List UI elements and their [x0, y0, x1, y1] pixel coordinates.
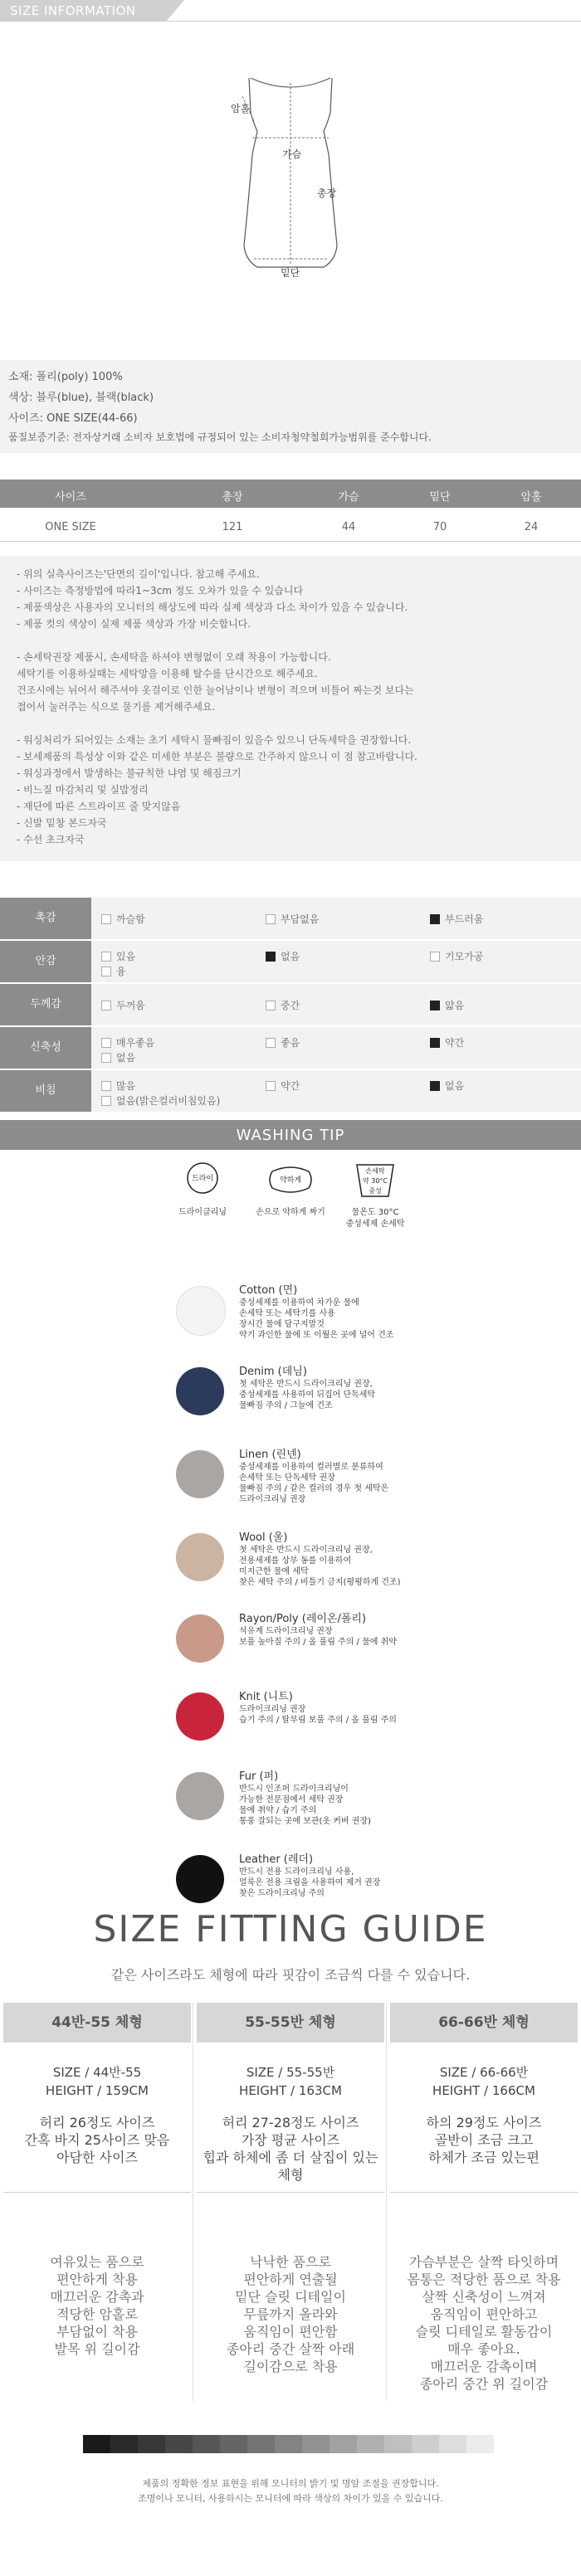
- size-fitting-fit-line: 매끄러운 감촉과: [50, 2289, 144, 2305]
- fit-row-label: [0, 984, 91, 1025]
- grayscale-swatch: [330, 2435, 357, 2453]
- fit-row-options: [91, 1027, 581, 1069]
- fabric-swatch: [176, 1450, 224, 1498]
- fit-option-label: 매우좋음: [116, 1037, 155, 1049]
- disclaimer-line-2: 조명이나 모니터, 사용하시는 모니터에 따라 색상의 차이가 있을 수 있습니다.: [138, 2493, 443, 2504]
- fit-option-label: 두꺼움: [116, 1000, 145, 1011]
- fabric-desc-line: 첫 세탁은 반드시 드라이크리닝 권장,: [239, 1546, 373, 1555]
- hand-wash-label-2: 중성세제 손세탁: [345, 1220, 405, 1229]
- size-table-head-armhole: 암홀: [520, 491, 542, 504]
- checkbox: [266, 1001, 276, 1010]
- grayscale-swatch: [247, 2435, 275, 2453]
- fabric-desc-line: 찾은 세탁 주의 / 비틀기 금지(평평하게 건조): [239, 1578, 401, 1587]
- fabric-desc-line: 장시간 물에 담구지말것: [239, 1320, 325, 1329]
- fabric-desc-line: 얼룩은 전용 크림을 사용하여 제거 권장: [239, 1878, 381, 1887]
- size-fitting-column-head: 66-66반 체형: [390, 2003, 578, 2043]
- fabric-title: Wool (울): [239, 1531, 288, 1544]
- size-fitting-fit-line: 여유있는 품으로: [50, 2254, 144, 2270]
- size-table-head-size: 사이즈: [55, 491, 86, 504]
- grayscale-swatch: [83, 2435, 110, 2453]
- checkbox-checked: [430, 1038, 440, 1048]
- fit-row-label: [0, 1070, 91, 1112]
- size-table-head-length: 총장: [222, 491, 243, 504]
- note-line: - 수선 초크자국: [17, 834, 85, 845]
- note-line: - 위의 실측사이즈는'단면의 길이'입니다. 참고해 주세요.: [17, 568, 260, 580]
- fabric-desc-line: 물빠짐 주의 / 같은 컬러의 경우 첫 세탁은: [239, 1484, 389, 1493]
- fit-row-label-text: 비침: [35, 1084, 56, 1097]
- fabric-desc-line: 미지근한 물에 세탁: [239, 1567, 309, 1576]
- header-tab-slant: [166, 0, 184, 22]
- note-line: - 재단에 따른 스트라이프 줄 맞지않음: [17, 801, 181, 812]
- size-fitting-fit-line: 종아리 중간 살짝 아래: [226, 2341, 355, 2357]
- fit-row-options: [91, 984, 581, 1025]
- fabric-desc-line: 손세탁 또는 세탁기를 사용: [239, 1309, 335, 1318]
- diagram-label-length: 총장: [317, 187, 337, 199]
- size-fitting-desc-line: 하체가 조금 있는편: [428, 2150, 540, 2165]
- fabric-swatch: [176, 1772, 224, 1820]
- size-fitting-fit-line: 가슴부분은 살짝 타잇하며: [408, 2254, 559, 2270]
- note-line: - 보세제품의 특성상 이와 같은 미세한 부분은 불량으로 간주하지 않으니 이 점 참고바랍니다.: [17, 751, 417, 762]
- size-fitting-desc-line: 허리 26정도 사이즈: [39, 2115, 155, 2130]
- fabric-desc-line: 보풀 높아질 주의 / 올 풀림 주의 / 물에 취약: [239, 1638, 397, 1647]
- note-line: - 비느질 마감처리 및 실밥정리: [17, 784, 149, 796]
- fabric-desc-line: 반드시 인조퍼 드라이크리닝이: [239, 1785, 349, 1794]
- size-fitting-height: HEIGHT / 159CM: [46, 2083, 149, 2098]
- wring-icon-text: 약하게: [279, 1176, 302, 1185]
- fit-row-label: [0, 941, 91, 982]
- size-table-divider: [0, 541, 581, 542]
- fabric-title: Leather (레더): [239, 1853, 314, 1866]
- note-line: - 워싱처리가 되어있는 소재는 초기 세탁시 물빠짐이 있을수 있으니 단독세탁을 권장합니다.: [17, 734, 412, 746]
- grayscale-swatch: [466, 2435, 494, 2453]
- fabric-desc-line: 전용세제를 상부 동를 이용하여: [239, 1556, 352, 1566]
- grayscale-swatch: [220, 2435, 247, 2453]
- size-fitting-column-head: 44반-55 체형: [3, 2003, 191, 2043]
- checkbox-checked: [430, 914, 440, 924]
- checkbox: [101, 1038, 111, 1048]
- note-line: - 손세탁권장 제품시, 손세탁을 하셔야 변형없이 오래 착용이 가능합니다.: [17, 651, 331, 663]
- fit-option-label: 기모가공: [445, 951, 484, 962]
- fabric-title: Cotton (면): [239, 1284, 298, 1297]
- checkbox: [101, 967, 111, 976]
- fabric-desc-line: 물빠짐 주의 / 그늘에 건조: [239, 1401, 333, 1410]
- page-title: SIZE INFORMATION: [10, 3, 136, 18]
- fit-row-label: [0, 898, 91, 939]
- size-fitting-desc-line: 골반이 조금 크고: [434, 2132, 534, 2148]
- note-line: - 제품색상은 사용자의 모니터의 해상도에 따라 실제 색상과 다소 차이가 있을 수 있습니다.: [17, 601, 408, 613]
- fit-row-label-text: 촉감: [35, 912, 56, 924]
- fit-option-label: 중간: [281, 1000, 300, 1011]
- note-line: 세탁기를 이용하실때는 세탁망을 이용해 탈수를 단시간으로 해주세요.: [17, 668, 318, 679]
- size-fitting-desc-line: 간혹 바지 25사이즈 맞음: [24, 2132, 170, 2148]
- size-fitting-size: SIZE / 55-55반: [246, 2065, 335, 2080]
- grayscale-swatch: [412, 2435, 439, 2453]
- fit-row-label-text: 안감: [35, 955, 56, 967]
- disclaimer-line-1: 제품의 정확한 정보 표현을 위해 모니터의 밝기 및 명암 조절을 권장합니다.: [142, 2478, 439, 2489]
- size-fitting-fit-line: 슬릿 디테일로 활동감이: [415, 2324, 553, 2340]
- spec-color: 색상: 블루(blue), 블랙(black): [8, 392, 154, 404]
- checkbox: [101, 1096, 111, 1106]
- fit-option-label: 부담없음: [281, 913, 320, 925]
- washing-tip-title: WASHING TIP: [236, 1127, 345, 1144]
- note-line: 건조시에는 뉘어서 해주셔야 옷걸이로 인한 늘어남이나 변형이 적으며 비틀어 짜는것 보다는: [17, 684, 414, 696]
- note-line: - 워싱과정에서 발생하는 불규칙한 냐염 및 해짐크기: [17, 767, 242, 779]
- dry-clean-icon-text: 드라이: [191, 1175, 214, 1183]
- fit-option-extra-label: 없음(밝은컬러비침있음): [116, 1095, 221, 1107]
- fabric-desc-line: 중성세제를 이용하여 차가운 물에: [239, 1298, 359, 1307]
- note-line: 접어서 눌러주는 식으로 물기를 제거해주세요.: [17, 701, 216, 713]
- header-divider: [0, 21, 581, 22]
- grayscale-swatch: [165, 2435, 193, 2453]
- fit-option-extra-label: 융: [116, 966, 126, 977]
- fit-option-label: 얇음: [445, 1000, 465, 1011]
- fabric-desc-line: 중성세제를 이용하여 컬러별로 분류하여: [239, 1463, 383, 1472]
- fit-row-label: [0, 1027, 91, 1069]
- size-table-cell-length: 121: [222, 521, 243, 533]
- checkbox: [101, 1053, 111, 1063]
- size-fitting-fit-line: 움직임이 편안함: [243, 2324, 338, 2340]
- fit-option-label: 없음: [281, 951, 300, 962]
- checkbox-checked: [430, 1001, 440, 1010]
- hand-wash-icon-text: 손세탁: [365, 1167, 385, 1175]
- checkbox: [101, 1081, 111, 1091]
- size-fitting-size: SIZE / 66-66반: [439, 2065, 529, 2080]
- size-fitting-fit-line: 길이감으로 착용: [243, 2359, 338, 2374]
- size-table-head-chest: 가슴: [338, 491, 359, 504]
- fabric-desc-line: 손세탁 또는 단독세탁 권장: [239, 1473, 335, 1483]
- size-fitting-fit-line: 살짝 신축성이 느껴져: [422, 2289, 546, 2305]
- grayscale-swatch: [302, 2435, 330, 2453]
- size-table-cell-hem: 70: [432, 521, 447, 533]
- size-fitting-divider: [197, 2192, 384, 2193]
- wring-label: 손으로 약하게 짜기: [256, 1208, 325, 1217]
- fabric-title: Knit (니트): [239, 1691, 293, 1703]
- checkbox: [266, 914, 276, 924]
- checkbox: [101, 914, 111, 924]
- size-fitting-column-head: 55-55반 체형: [197, 2003, 384, 2043]
- grayscale-swatch: [275, 2435, 302, 2453]
- size-fitting-desc-line: 하의 29정도 사이즈: [426, 2115, 542, 2130]
- size-fitting-fit-line: 편안하게 착용: [56, 2272, 138, 2287]
- size-fitting-desc-line: 힙과 하체에 좀 더 살집이 있는: [203, 2150, 378, 2165]
- note-line: - 신발 밑창 본드자국: [17, 817, 107, 829]
- checkbox: [266, 1081, 276, 1091]
- size-fitting-divider: [3, 2192, 191, 2193]
- size-fitting-fit-line: 편안하게 연출될: [243, 2272, 338, 2287]
- fit-option-extra-label: 없음: [116, 1052, 136, 1064]
- fabric-desc-line: 가능한 전문점에서 세탁 권장: [239, 1795, 344, 1804]
- size-fitting-fit-line: 움직임이 편안하고: [430, 2306, 538, 2322]
- fit-row-label-text: 신축성: [30, 1041, 61, 1054]
- fabric-desc-line: 통풍 잘되는 곳에 보관(옷 커버 권장): [239, 1817, 371, 1826]
- size-fitting-divider: [390, 2192, 578, 2193]
- size-fitting-fit-line: 매우 좋아요.: [447, 2341, 520, 2357]
- hand-wash-icon-temp: 약 30°C: [362, 1177, 388, 1185]
- fit-option-label: 부드러움: [445, 913, 484, 925]
- fabric-title: Linen (린넨): [239, 1449, 301, 1461]
- fabric-desc-line: 물에 취약 / 습기 주의: [239, 1806, 317, 1815]
- checkbox: [101, 1001, 111, 1010]
- size-fitting-desc-line: 가장 평균 사이즈: [241, 2132, 340, 2148]
- fabric-title: Denim (데님): [239, 1366, 307, 1378]
- spec-size: 사이즈: ONE SIZE(44-66): [8, 412, 138, 425]
- fabric-title: Fur (퍼): [239, 1770, 279, 1783]
- spec-material: 소재: 폴리(poly) 100%: [8, 371, 123, 383]
- fabric-desc-line: 반드시 전용 드라이크리닝 사용,: [239, 1867, 354, 1877]
- size-fitting-height: HEIGHT / 166CM: [432, 2083, 535, 2098]
- fit-row-label-text: 두께감: [30, 998, 61, 1010]
- size-fitting-fit-line: 낙낙한 품으로: [250, 2254, 331, 2270]
- size-fitting-desc-line: 아담한 사이즈: [56, 2150, 138, 2165]
- size-fitting-fit-line: 밑단 슬릿 디테일이: [235, 2289, 346, 2305]
- dry-clean-label: 드라이클리닝: [178, 1208, 227, 1217]
- note-line: - 제품 컷의 색상이 실제 제품 색상과 가장 비슷합니다.: [17, 618, 251, 630]
- note-line: - 사이즈는 측정방법에 따라1~3cm 정도 오차가 있을 수 있습니다: [17, 585, 304, 597]
- diagram-label-armhole: 암홀: [231, 103, 251, 114]
- checkbox: [430, 952, 440, 962]
- size-fitting-subtitle: 같은 사이즈라도 체형에 따라 핏감이 조금씩 다를 수 있습니다.: [110, 1967, 471, 1983]
- fabric-desc-line: 중성세제를 사용하여 뒤집어 단독세탁: [239, 1390, 376, 1400]
- fit-row-options: [91, 898, 581, 939]
- size-fitting-desc-line: 체형: [277, 2167, 304, 2183]
- fit-option-label: 까슬함: [116, 913, 145, 925]
- fabric-desc-line: 첫 세탁은 반드시 드라이크리닝 권장,: [239, 1380, 373, 1389]
- size-fitting-fit-line: 무릎까지 올라와: [243, 2306, 338, 2322]
- fabric-swatch: [176, 1692, 224, 1741]
- fit-row-options: [91, 941, 581, 982]
- checkbox-checked: [266, 952, 276, 962]
- grayscale-swatch: [138, 2435, 165, 2453]
- size-table-cell-armhole: 24: [524, 521, 539, 533]
- size-fitting-column-separator: [386, 2003, 387, 2401]
- checkbox-checked: [430, 1081, 440, 1091]
- fabric-desc-line: 찾은 드라이크리닝 주의: [239, 1889, 325, 1898]
- size-fitting-height: HEIGHT / 163CM: [239, 2083, 342, 2098]
- fabric-title: Rayon/Poly (레이온/폴리): [239, 1613, 367, 1625]
- fit-option-label: 많음: [116, 1080, 136, 1092]
- checkbox: [101, 952, 111, 962]
- fabric-desc-line: 약기 과인한 물에 또 이월은 곳에 널어 건조: [239, 1331, 394, 1340]
- size-fitting-size: SIZE / 44반-55: [52, 2065, 142, 2080]
- fit-option-label: 약간: [445, 1037, 465, 1049]
- fabric-desc-line: 드라이크리닝 권장: [239, 1495, 306, 1504]
- fit-option-label: 없음: [445, 1080, 465, 1092]
- size-table-cell-chest: 44: [341, 521, 356, 533]
- diagram-label-chest: 가슴: [282, 149, 302, 160]
- fit-option-label: 있음: [116, 951, 136, 962]
- fabric-swatch: [176, 1855, 224, 1903]
- fit-option-label: 좋음: [281, 1037, 300, 1049]
- fabric-swatch: [176, 1533, 224, 1581]
- grayscale-swatch: [110, 2435, 138, 2453]
- size-fitting-fit-line: 종아리 중간 위 길이감: [419, 2376, 549, 2392]
- fabric-desc-line: 석유계 드라이크리닝 권장: [239, 1627, 333, 1636]
- fabric-swatch: [176, 1286, 226, 1336]
- grayscale-swatch: [439, 2435, 466, 2453]
- size-table-cell-size: ONE SIZE: [45, 521, 96, 533]
- fabric-desc-line: 드라이크리닝 권장: [239, 1705, 306, 1714]
- size-fitting-fit-line: 발목 위 길이감: [54, 2341, 140, 2357]
- fabric-swatch: [176, 1614, 224, 1663]
- fit-option-label: 약간: [281, 1080, 300, 1092]
- grayscale-swatch: [384, 2435, 412, 2453]
- size-table-head-hem: 밑단: [429, 491, 451, 504]
- size-fitting-fit-line: 적당한 암홀로: [56, 2306, 138, 2322]
- diagram-label-hem: 밑단: [281, 267, 300, 279]
- grayscale-swatch: [193, 2435, 220, 2453]
- fabric-swatch: [176, 1367, 224, 1415]
- size-fitting-desc-line: 허리 27-28정도 사이즈: [222, 2115, 359, 2130]
- size-fitting-fit-line: 몸통은 적당한 품으로 착용: [407, 2272, 561, 2287]
- size-fitting-title: SIZE FITTING GUIDE: [93, 1908, 488, 1950]
- hand-wash-icon-neutral: 중성: [369, 1187, 382, 1195]
- size-fitting-fit-line: 매끄러운 감촉이며: [430, 2359, 538, 2374]
- checkbox: [266, 1038, 276, 1048]
- hand-wash-label: 물온도 30°C: [351, 1208, 399, 1217]
- spec-quality: 품질보증기준: 전자상거래 소비자 보호법에 규정되어 있는 소비자청약철회가능범위를 준수합니다.: [8, 431, 432, 443]
- grayscale-swatch: [357, 2435, 384, 2453]
- size-fitting-fit-line: 부담없이 착용: [56, 2324, 138, 2340]
- fabric-desc-line: 습기 주의 / 탈부림 보풀 주의 / 올 풀림 주의: [239, 1716, 397, 1725]
